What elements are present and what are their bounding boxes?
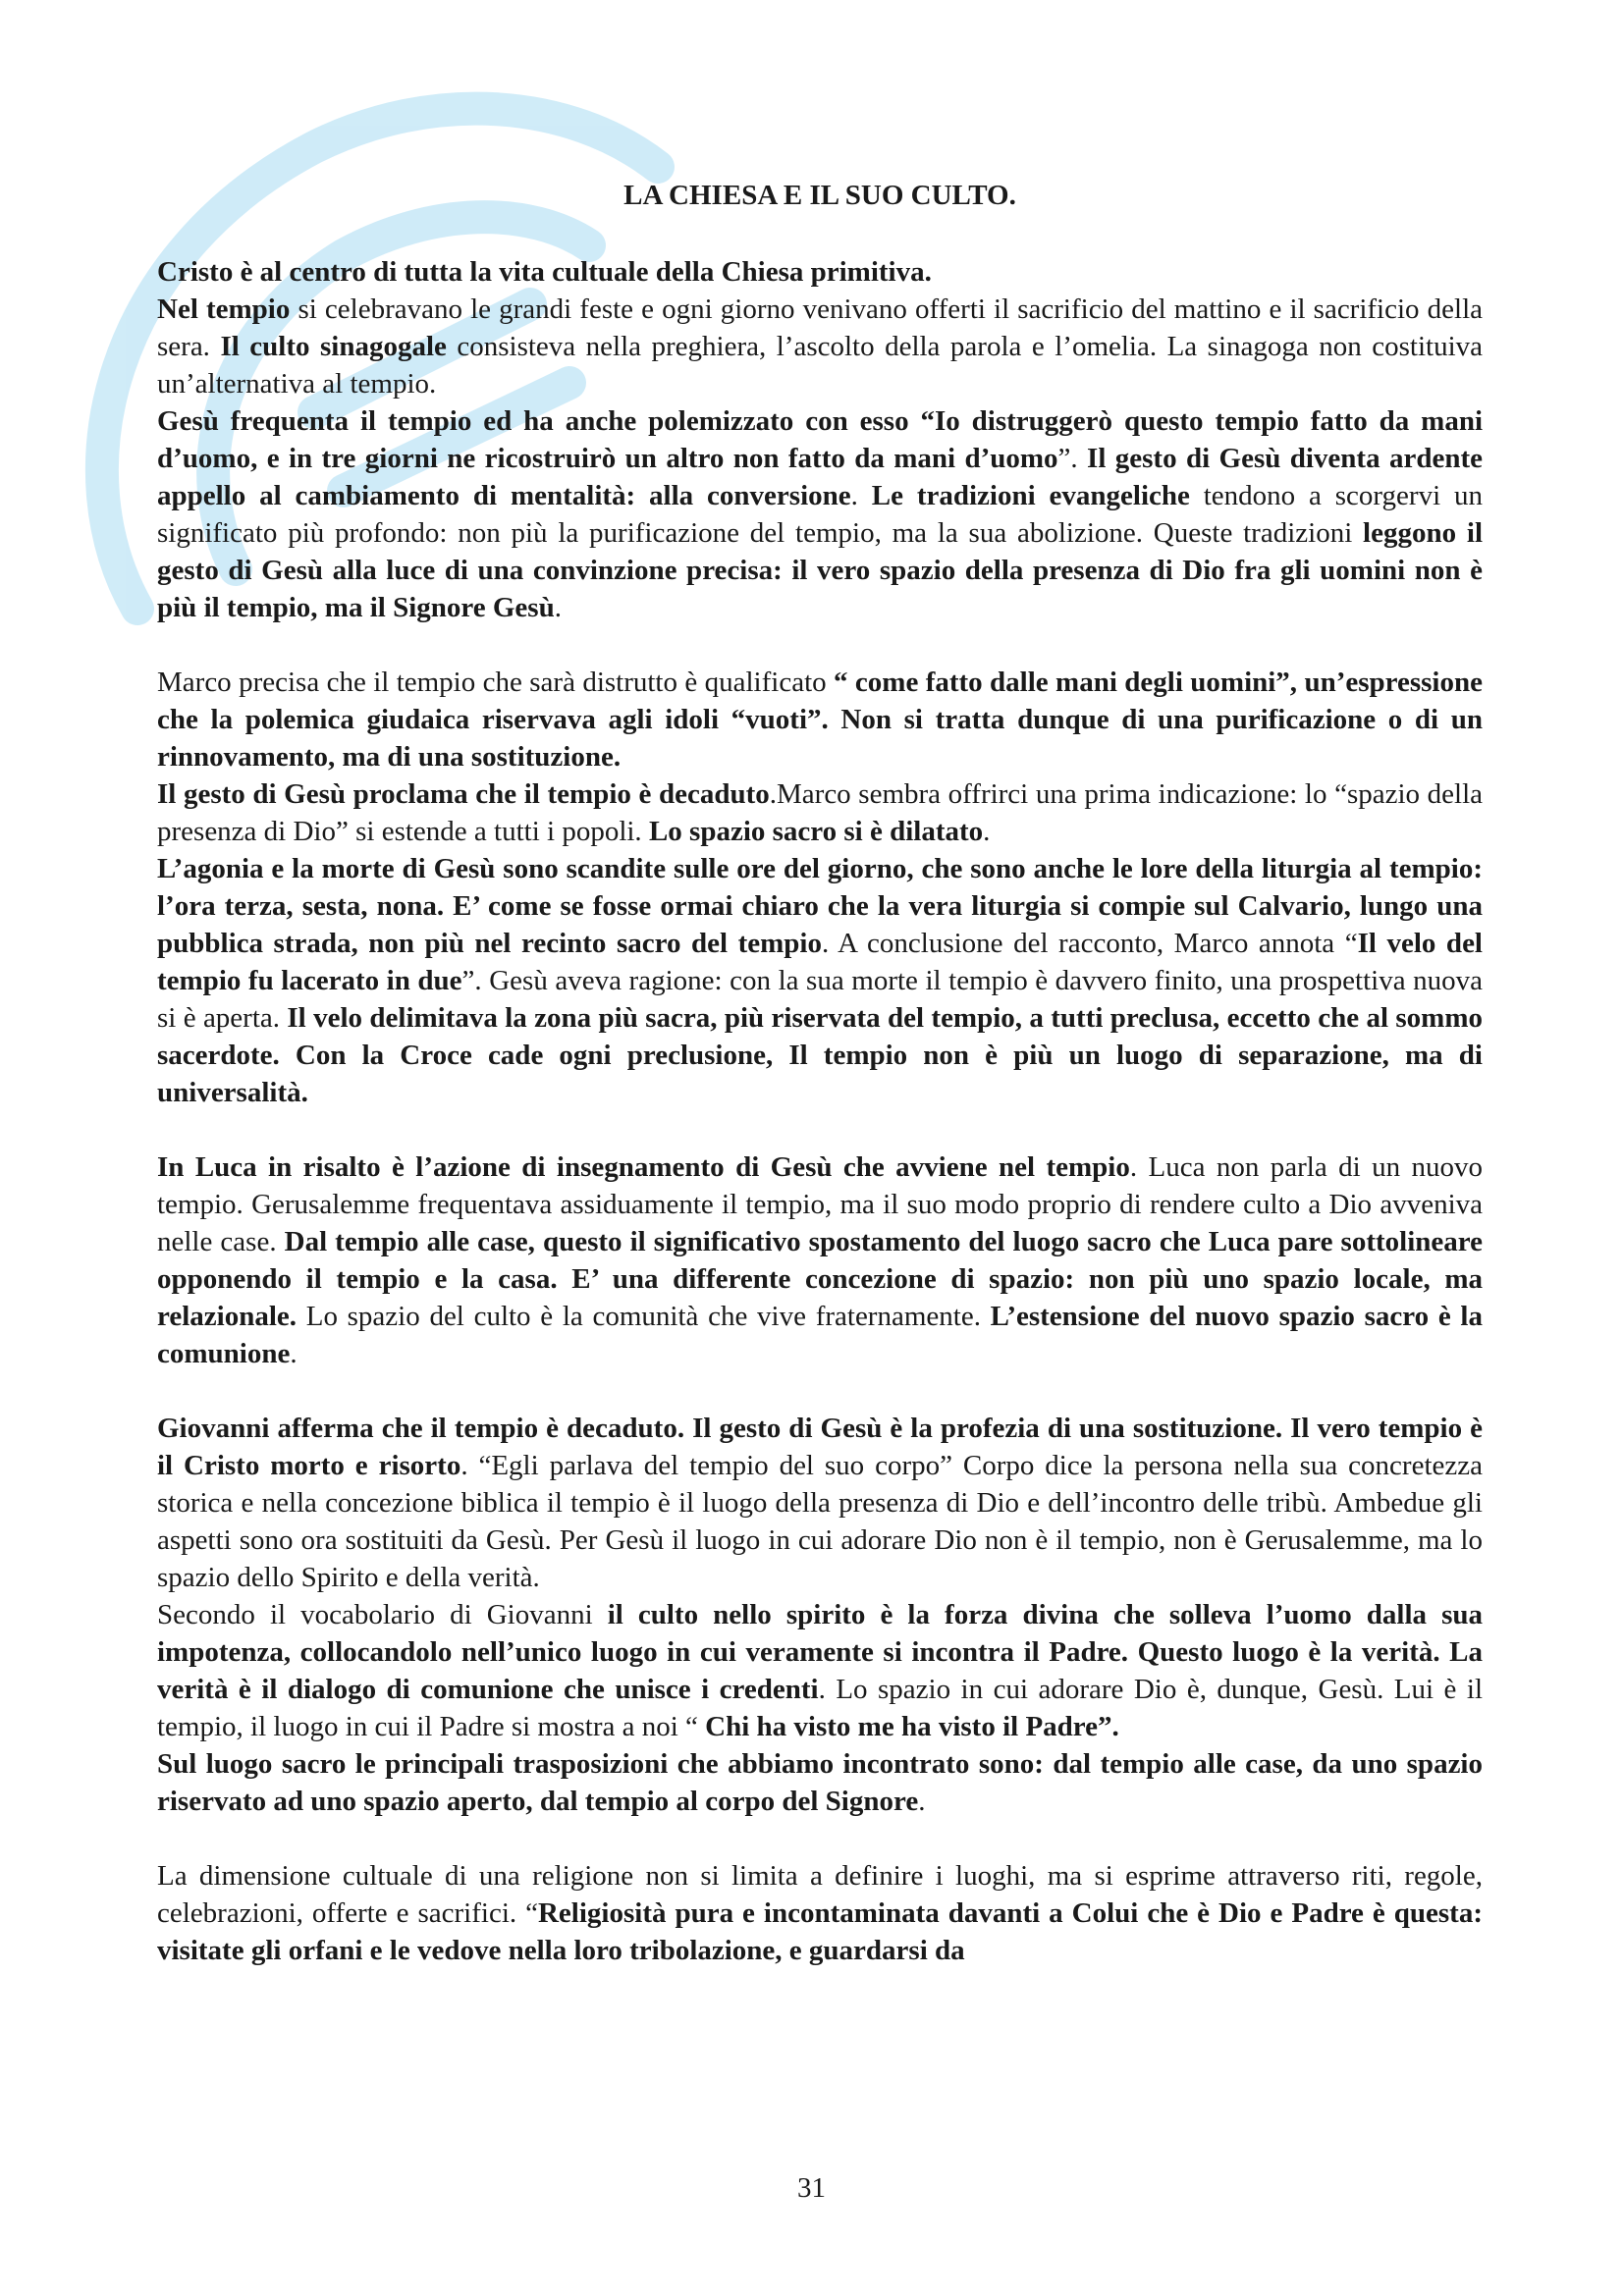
paragraph-container (157, 253, 1483, 1969)
text-run: si celebravano le grandi feste e ogni giorno venivano offerti il sacrificio del mattino e il sacrificio della sera. (157, 294, 1484, 362)
text-run: Lo spazio del culto è la comunità che vive fraternamente. (297, 1301, 991, 1332)
bold-text: Le tradizioni evangeliche (871, 480, 1190, 511)
paragraph (157, 1148, 1483, 1372)
bold-text: Sul luogo sacro le principali trasposizioni che abbiamo incontrato sono: dal tempio alle case, da uno spazio riservato ad uno spazio aperto, dal tempio al corpo del Signore (157, 1748, 1483, 1817)
bold-text: Chi ha visto me ha visto il Padre”. (705, 1711, 1119, 1742)
text-run: ”. (1057, 443, 1088, 474)
page-number: 31 (797, 2172, 826, 2204)
paragraph (157, 1745, 1483, 1820)
bold-text: L’estensione del nuovo spazio sacro è la comunione (157, 1301, 1483, 1369)
text-run: tendono a scorgervi un significato più profondo: non più la purificazione del tempio, ma la sua abolizione. Queste tradizioni (157, 480, 1483, 549)
bold-text: Dal tempio alle case, questo il significativo spostamento del luogo sacro che Luca pare sottolineare opponendo il tempio e la casa. E’ una differente concezione di spazio: non più uno spazio locale, ma relazionale. (157, 1226, 1483, 1332)
paragraph (157, 402, 1483, 626)
bold-text: Religiosità pura e incontaminata davanti a Colui che è Dio e Padre è questa: visitate gli orfani e le vedove nella loro tribolazione, e guardarsi da (157, 1897, 1483, 1966)
bold-text: Gesù frequenta il tempio ed ha anche polemizzato con esso “Io distruggerò questo tempio fatto da mani d’uomo, e in tre giorni ne ricostruirò un altro non fatto da mani d’uomo (157, 405, 1483, 474)
bold-text: Il velo delimitava la zona più sacra, più riservata del tempio, a tutti preclusa, eccetto che al sommo sacerdote. Con la Croce cade ogni preclusione, Il tempio non è più un luogo di separazione, ma di universalità. (157, 1002, 1483, 1108)
paragraph (157, 1857, 1483, 1969)
bold-text: Cristo è al centro di tutta la vita cultuale della Chiesa primitiva. (157, 256, 932, 288)
paragraph (157, 1410, 1483, 1596)
paragraph (157, 850, 1483, 1111)
text-run: .Marco sembra offrirci una prima indicazione: lo “spazio della presenza di Dio” si estende a tutti i popoli. (157, 778, 1483, 847)
text-run: . A conclusione del racconto, Marco annota “ (821, 928, 1358, 959)
bold-text: “ come fatto dalle mani degli uomini”, un’espressione che la polemica giudaica riservava agli idoli “vuoti”. Non si tratta dunque di una purificazione o di un rinnovamento, ma di una sostituzione. (157, 667, 1483, 773)
document-title: LA CHIESA E IL SUO CULTO. (623, 180, 1016, 211)
text-run: . (983, 816, 991, 847)
paragraph (157, 253, 1483, 291)
bold-text: leggono il gesto di Gesù alla luce di una convinzione precisa: il vero spazio della presenza di Dio fra gli uomini non è più il tempio, ma il Signore Gesù (157, 517, 1484, 623)
bold-text: Nel tempio (157, 294, 291, 325)
paragraph (157, 775, 1483, 850)
text-run: . (554, 592, 562, 623)
text-run: . (850, 480, 872, 511)
page-body (157, 177, 1483, 1969)
bold-text: In Luca in risalto è l’azione di insegnamento di Gesù che avviene nel tempio (157, 1151, 1130, 1183)
text-run: consisteva nella preghiera, l’ascolto della parola e l’omelia. La sinagoga non costituiva un’alternativa al tempio. (157, 331, 1483, 400)
text-run: ”. Gesù aveva ragione: con la sua morte il tempio è davvero finito, una prospettiva nuova si è aperta. (157, 965, 1483, 1034)
text-run: . (918, 1786, 926, 1817)
bold-text: L’agonia e la morte di Gesù sono scandite sulle ore del giorno, che sono anche le lore della liturgia al tempio: l’ora terza, sesta, nona. E’ come se fosse ormai chiaro che la vera liturgia si compie sul Calvario, lungo una pubblica strada, non più nel recinto sacro del tempio (157, 853, 1483, 959)
bold-text: Il velo del tempio fu lacerato in due (157, 928, 1483, 996)
text-run: La dimensione cultuale di una religione non si limita a definire i luoghi, ma si esprime attraverso riti, regole, celebrazioni, offerte e sacrifici. “ (157, 1860, 1483, 1929)
text-run: Secondo il vocabolario di Giovanni (157, 1599, 608, 1630)
bold-text: Il gesto di Gesù diventa ardente appello al cambiamento di mentalità: alla conversione (157, 443, 1483, 511)
paragraph (157, 664, 1483, 775)
bold-text: Il culto sinagogale (220, 331, 447, 362)
text-run: . “Egli parlava del tempio del suo corpo” Corpo dice la persona nella sua concretezza storica e nella concezione biblica il tempio è il luogo della presenza di Dio e dell’incontro delle tribù. Ambedue gli aspetti sono ora sostituiti da Gesù. Per Gesù il luogo in cui adorare Dio non è il tempio, non è Gerusalemme, ma lo spazio dello Spirito e della verità. (157, 1450, 1483, 1593)
bold-text: Lo spazio sacro si è dilatato (648, 816, 984, 847)
paragraph (157, 291, 1483, 402)
text-run: Marco precisa che il tempio che sarà distrutto è qualificato (157, 667, 835, 698)
bold-text: Il gesto di Gesù proclama che il tempio è decaduto (157, 778, 770, 810)
bold-text: il culto nello spirito è la forza divina che solleva l’uomo dalla sua impotenza, collocandolo nell’unico luogo in cui veramente si incontra il Padre. Questo luogo è la verità. La verità è il dialogo di comunione che unisce i credenti (157, 1599, 1484, 1705)
text-run: . Luca non parla di un nuovo tempio. Gerusalemme frequentava assiduamente il tempio, ma il suo modo proprio di rendere culto a Dio avveniva nelle case. (157, 1151, 1483, 1257)
text-run: . (290, 1338, 298, 1369)
paragraph (157, 1596, 1483, 1745)
bold-text: Giovanni afferma che il tempio è decaduto. Il gesto di Gesù è la profezia di una sostituzione. Il vero tempio è il Cristo morto e risorto (157, 1413, 1483, 1481)
text-run: . Lo spazio in cui adorare Dio è, dunque, Gesù. Lui è il tempio, il luogo in cui il Padre si mostra a noi “ (157, 1674, 1483, 1742)
